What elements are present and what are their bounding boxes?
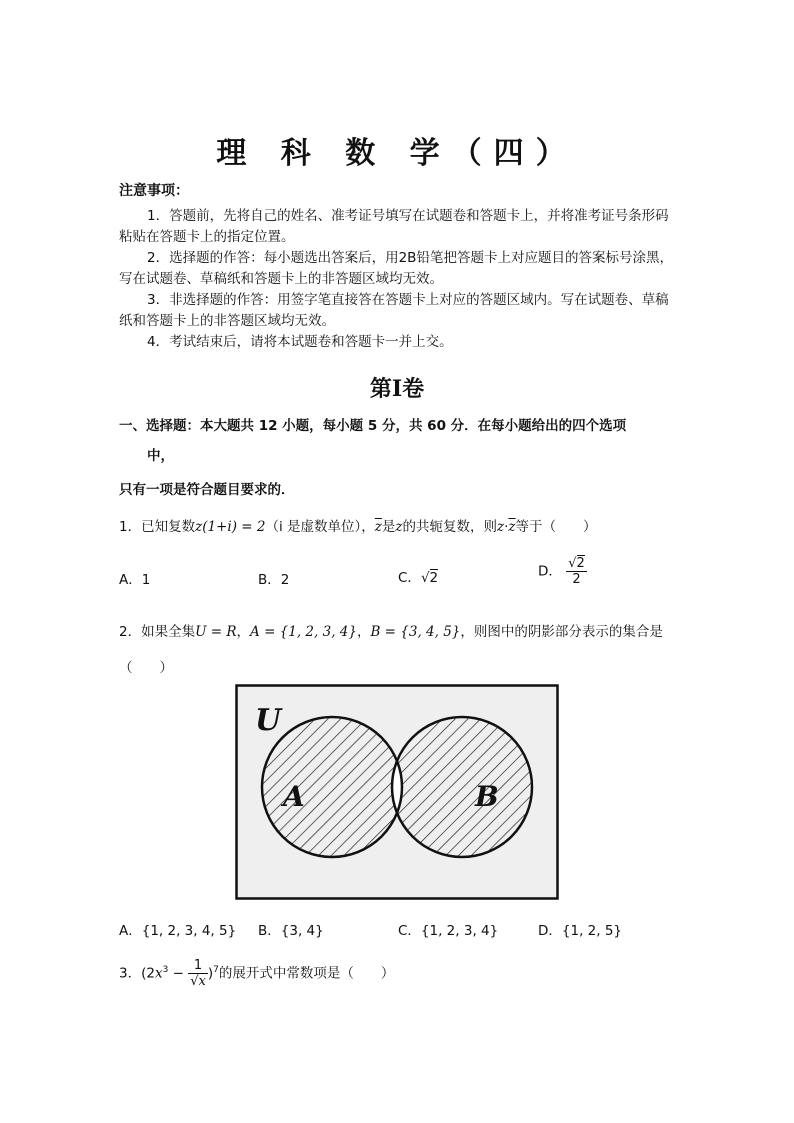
z-conjugate: $\overline{z}$ [374,519,382,535]
q1-option-b[interactable]: B．2 [258,572,290,588]
venn-label-a: A [283,780,305,813]
question-2-paren: （ ） [119,660,173,676]
notice-item-1: 1．答题前，先将自己的姓名、准考证号填写在试题卷和答题卡上，并将准考证号条形码粘贴在答题卡上的指定位置。 [119,208,669,245]
q1-option-d[interactable]: D． $\frac{√2}{2}$ [538,556,585,587]
q3-fraction: $\frac{1}{√x}$ [190,958,206,989]
q1-option-a[interactable]: A．1 [119,572,151,588]
venn-label-b: B [475,780,499,813]
q2-option-b[interactable]: B．{3, 4} [258,923,324,939]
q2-option-c[interactable]: C．{1, 2, 3, 4} [398,923,499,939]
notice-heading: 注意事项： [119,183,189,199]
venn-diagram [235,684,559,900]
question-1: 1．已知复数z(1+i) = 2（i 是虚数单位），$\overline{z}$是z的共轭复数，则$z\cdot\overline{z}$等于（ ） [119,519,597,535]
notice-item-2: 2．选择题的作答：每小题选出答案后，用2B铅笔把答题卡上对应题目的答案标号涂黑，写在试题卷、草稿纸和答题卡上的非答题区域均无效。 [119,250,673,287]
sqrt-icon: √ [420,570,430,586]
notice-item-4: 4．考试结束后，请将本试题卷和答题卡一并上交。 [147,334,453,350]
venn-label-u: U [255,703,282,738]
sqrt-icon: √ [190,974,199,989]
part-one-instructions-line1: 一、选择题：本大题共 12 小题，每小题 5 分，共 60 分．在每小题给出的四个选项 [119,418,627,434]
notice-item-3: 3．非选择题的作答：用签字笔直接答在答题卡上对应的答题区域内。写在试题卷、草稿纸和答题卡上的非答题区域均无效。 [119,292,669,329]
q1-option-c[interactable]: C．√2 [398,570,439,586]
part-one-instructions-line2: 中， [147,448,174,464]
part-one-instructions-line3: 只有一项是符合题目要求的． [119,482,295,498]
sqrt-icon: √ [568,556,577,571]
q2-option-d[interactable]: D．{1, 2, 5} [538,923,623,939]
section-title: 第Ⅰ卷 [369,376,425,402]
q1-equation: z(1+i) = 2 [195,519,266,535]
q2-option-a[interactable]: A．{1, 2, 3, 4, 5} [119,923,237,939]
page-title: 理 科 数 学（四） [216,136,578,171]
question-3: 3．($2x^3$ − $\frac{1}{√x}$ )$^7$的展开式中常数项是（ ） [119,958,395,989]
question-2: 2．如果全集U = R，A = {1, 2, 3, 4}，B = {3, 4, 5}，则图中的阴影部分表示的集合是 [119,624,663,640]
